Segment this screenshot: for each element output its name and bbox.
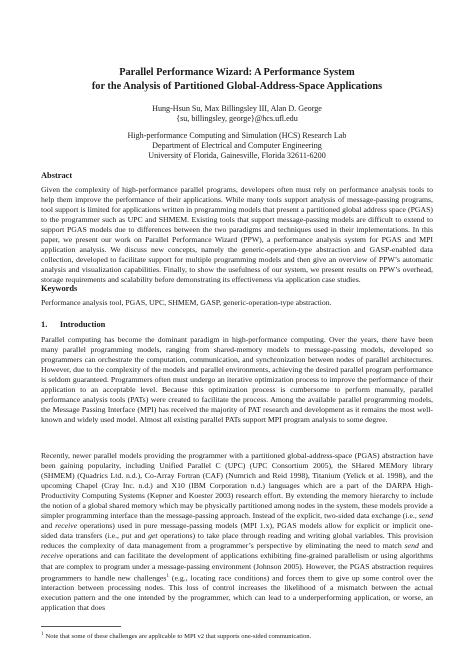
footnote-mark: 1 (41, 632, 44, 637)
intro-paragraph-1: Parallel computing has become the dominant paradigm in high-performance computing. Over the years, there have been many parallel programming models, ranging from shared-memory models to message-passing models, developed so programmers can orchestrate the computation, communication, and synchronization between nodes of parallel architectures. However, due to the complexity of the models and parallel environments, achieving the desired parallel program performance is seldom guaranteed. Programmers often must undergo an iterative optimization process to improve the performance of their application to an acceptable level. Because this optimization process is cumbersome to perform manually, parallel performance analysis tools (PATs) were created to facilitate the process. Among the available parallel programming models, the Message Passing Interface (MPI) has received the majority of PAT research and development as it remains the most well-known and widely used model. Almost all existing parallel PATs support MPI program analysis to some degree. (41, 335, 433, 425)
affiliation-univ: University of Florida, Gainesville, Florida 32611-6200 (148, 151, 326, 160)
footnote-divider (41, 626, 121, 627)
paper-title-line-1: Parallel Performance Wizard: A Performance System (119, 67, 355, 78)
affiliation-dept: Department of Electrical and Computer Engineering (152, 141, 322, 150)
keywords-text: Performance analysis tool, PGAS, UPC, SHMEM, GASP, generic-operation-type abstraction. (41, 298, 332, 307)
intro-paragraph-2: Recently, newer parallel models providing the programmer with a partitioned global-address-space (PGAS) abstraction have been gaining popularity, including Unified Parallel C (UPC) (UPC Consortium 2005), the SHared MEMory library (SHMEM) (Quadrics Ltd. n.d.), Co-Array Fortran (CAF) (Numrich and Reid 1998), Titanium (Yelick et al. 1998), and the upcoming Chapel (Cray Inc. n.d.) and X10 (IBM Corporation n.d.) languages which are a part of the DARPA High-Productivity Computing Systems (Kepner and Koester 2003) research effort. By extending the memory hierarchy to include the notion of a global shared memory which may be physically partitioned among nodes in the system, these models provide a simpler programming interface than the message-passing approach. Instead of the explicit, two-sided data exchange (i.e., send and receive operations) used in pure message-passing models (MPI 1.x), PGAS models allow for explicit or implicit one-sided data transfers (i.e., put and get operations) to take place through reading and writing global variables. This provision reduces the complexity of data management from a programmer’s perspective by eliminating the need to match send and receive operations and can facilitate the development of applications exhibiting fine-grained parallelism or using algorithms that are complex to program under a message-passing environment (Johnson 2005). However, the PGAS abstraction requires programmers to handle new challenges$^1$ (e.g., locating race conditions) and forces them to give up some control over the interaction between processing nodes. This loss of control increases the likelihood of a mismatch between the actual execution pattern and the one intended by the programmer, which can lead to a underperforming application, or worse, an application that does (41, 451, 434, 613)
author-names: Hung-Hsun Su, Max Billingsley III, Alan D. George (152, 104, 322, 113)
paper-title-line-2: for the Analysis of Partitioned Global-Address-Space Applications (91, 81, 383, 92)
footnote (41, 631, 441, 641)
abstract-heading: Abstract (41, 171, 73, 180)
keywords-heading: Keywords (41, 284, 78, 293)
footnote-reference[interactable]: 1 (166, 573, 169, 579)
author-emails: {su, billingsley, george}@hcs.ufl.edu (176, 114, 298, 123)
footnote-text: Note that some of these challenges are applicable to MPI v2 that supports one-sided communication. (45, 633, 312, 641)
affiliation-lab: High-performance Computing and Simulation (HCS) Research Lab (127, 131, 347, 140)
abstract-text: Given the complexity of high-performance parallel programs, developers often must rely on performance analysis tools to help them improve the performance of their applications. While many tools support analysis of message-passing programs, tool support is limited for applications written in programming models that present a partitioned global address space (PGAS) to the programmer such as UPC and SHMEM. Existing tools that support message-passing models are difficult to extend to support PGAS models due to differences between the two paradigms and techniques used in their implementations. In this paper, we present our work on Parallel Performance Wizard (PPW), a performance analysis system for PGAS and MPI application analysis. We discuss new concepts, namely the generic-operation-type abstraction and GASP-enabled data collection, developed to facilitate support for multiple programming models and then give an overview of PPW’s automatic analysis and visualization capabilities. Finally, to show the usefulness of our system, we present results on PPW’s overhead, storage requirements and scalability before demonstrating its effectiveness via application case studies. (41, 185, 433, 285)
intro-heading: 1. Introduction (41, 320, 106, 329)
